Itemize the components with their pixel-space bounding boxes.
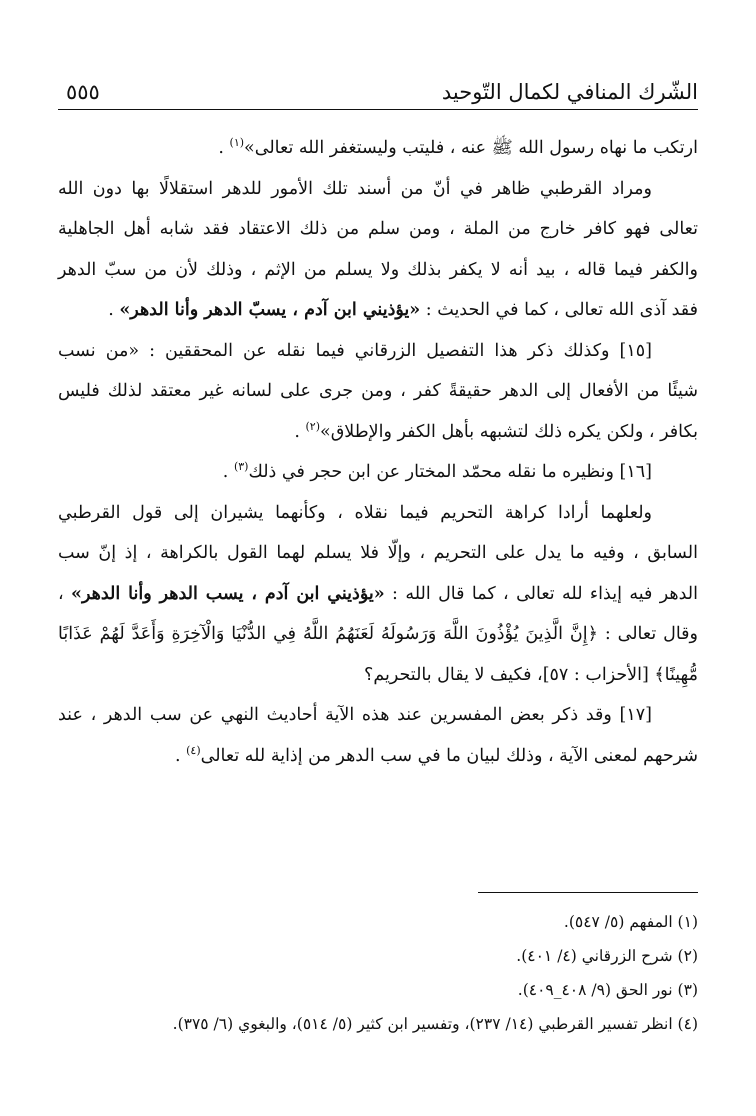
text-line: [١٧] وقد ذكر بعض المفسرين عند هذه الآية أحاديث النهي عن سب الدهر ، عند xyxy=(58,705,652,725)
footnote-rule xyxy=(478,892,698,893)
footnote-1: (١) المفهم (٥/ ٥٤٧). xyxy=(563,913,698,931)
paragraph-6-cont xyxy=(58,736,698,777)
footnote-2: (٢) شرح الزرقاني (٤/ ٤٠١). xyxy=(516,947,698,965)
header-rule xyxy=(58,109,698,110)
text-line: [١٥] وكذلك ذكر هذا التفصيل الزرقاني فيما نقله عن المحققين : «من نسب xyxy=(58,340,652,361)
footnote-3: (٣) نور الحق (٩/ ٤٠٨_٤٠٩). xyxy=(517,981,698,999)
paragraph-3 xyxy=(58,331,698,372)
running-title: الشّرك المنافي لكمال التّوحيد xyxy=(441,80,698,104)
text-run: بكافر ، ولكن يكره ذلك لتشبهه بأهل الكفر والإطلاق» xyxy=(320,421,698,442)
body-text xyxy=(58,128,698,776)
text-run: . xyxy=(222,462,234,482)
paragraph-1 xyxy=(58,128,698,169)
text-line: تعالى فهو كافر خارج من الملة ، ومن سلم من ذلك الاعتقاد فقد شابه أهل الجاهلية xyxy=(58,219,698,239)
paragraph-4 xyxy=(58,452,698,493)
text-run: ، xyxy=(58,583,72,604)
page-number: ٥٥٥ xyxy=(66,80,100,104)
text-run: . xyxy=(108,300,120,320)
footnote-4: (٤) انظر تفسير القرطبي (١٤/ ٢٣٧)، وتفسير ابن كثير (٥/ ٥١٤)، والبغوي (٦/ ٣٧٥). xyxy=(172,1015,698,1033)
footnote-marker: (٢) xyxy=(305,419,320,433)
text-run: . xyxy=(294,421,306,442)
running-header xyxy=(58,72,698,110)
text-line: ومراد القرطبي ظاهر في أنّ من أسند تلك الأمور للدهر استقلالًا بها دون الله xyxy=(58,178,652,199)
paragraph-2-cont xyxy=(58,209,698,331)
text-line xyxy=(58,128,698,169)
text-run: [١٦] ونظيره ما نقله محمّد المختار عن ابن حجر في ذلك xyxy=(248,462,652,482)
text-line xyxy=(58,290,698,331)
text-line xyxy=(58,452,652,493)
hadith-quote: «يؤذيني ابن آدم ، يسب الدهر وأنا الدهر» xyxy=(71,583,385,604)
hadith-quote: «يؤذيني ابن آدم ، يسبّ الدهر وأنا الدهر» xyxy=(119,300,421,320)
footnote-marker: (٣) xyxy=(233,460,249,474)
text-run: الدهر فيه إيذاء لله تعالى ، كما قال الله : xyxy=(384,583,698,604)
text-line: مُّهِينًا﴾ [الأحزاب : ٥٧]، فكيف لا يقال بالتحريم؟ xyxy=(364,664,698,685)
paragraph-6 xyxy=(58,695,698,736)
footnote-marker: (٤) xyxy=(186,743,201,757)
footnote-marker: (١) xyxy=(229,136,245,150)
text-line: والكفر فيما قاله ، بيد أنه لا يكفر بذلك ولا يسلم من الإثم ، وذلك لأن من سبّ الدهر xyxy=(58,259,698,280)
text-run: فقد آذى الله تعالى ، كما في الحديث : xyxy=(420,300,698,320)
text-line xyxy=(58,412,698,453)
paragraph-5-cont xyxy=(58,533,698,695)
text-run: ارتكب ما نهاه رسول الله ﷺ عنه ، فليتب وليستغفر الله تعالى» xyxy=(244,138,698,158)
quran-verse-line: وقال تعالى : ﴿إِنَّ الَّذِينَ يُؤْذُونَ اللَّهَ وَرَسُولَهُ لَعَنَهُمُ اللَّهُ فِي الدُّنْيَا وَالْآخِرَةِ وَأَعَدَّ لَهُمْ عَذَابًا xyxy=(58,624,698,644)
text-run: . xyxy=(218,138,230,158)
text-line: شيئًا من الأفعال إلى الدهر حقيقةً كفر ، ومن جرى على لسانه غير معتقد لذلك فليس xyxy=(58,381,698,401)
text-line: ولعلهما أرادا كراهة التحريم فيما نقلاه ، وكأنهما يشيران إلى قول القرطبي xyxy=(58,502,652,523)
footnotes xyxy=(58,905,698,1041)
paragraph-5 xyxy=(58,493,698,534)
text-line xyxy=(58,574,698,615)
paragraph-3-cont xyxy=(58,371,698,452)
paragraph-2 xyxy=(58,169,698,210)
text-line xyxy=(58,736,698,777)
text-run: شرحهم لمعنى الآية ، وذلك لبيان ما في سب الدهر من إذاية لله تعالى xyxy=(200,745,698,766)
text-line: السابق ، وفيه ما يدل على التحريم ، وإلّا فلا يسلم لهما القول بالكراهة ، إذ إنّ سب xyxy=(58,543,698,563)
text-run: . xyxy=(174,745,187,766)
